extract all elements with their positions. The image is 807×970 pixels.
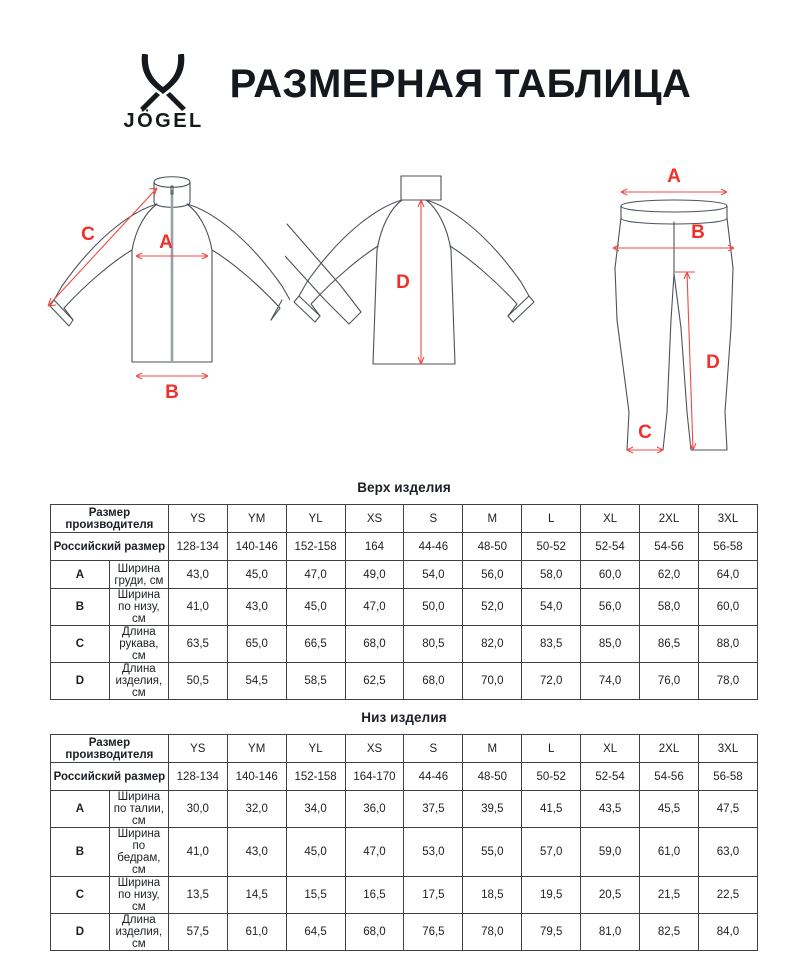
cell-d-ym: 61,0 — [227, 914, 286, 951]
ru-size-xs: 164 — [345, 533, 404, 561]
section-heading-top: Верх изделия — [357, 480, 451, 495]
jacket-front-outline — [50, 177, 290, 362]
dimension-c-front — [48, 188, 157, 306]
ru-size-ys: 128-134 — [168, 763, 227, 791]
table-row — [51, 828, 758, 877]
dimension-label-d: D — [706, 352, 720, 373]
cell-a-3xl: 47,5 — [698, 791, 757, 828]
row-header-manufacturer: Размер производителя — [51, 505, 169, 533]
cell-d-ys: 57,5 — [168, 914, 227, 951]
size-ys: YS — [168, 505, 227, 533]
cell-a-2xl: 45,5 — [640, 791, 699, 828]
cell-d-s: 68,0 — [404, 663, 463, 700]
cell-a-l: 58,0 — [522, 561, 581, 589]
size-l: L — [522, 505, 581, 533]
cell-c-2xl: 86,5 — [640, 626, 699, 663]
cell-d-l: 79,5 — [522, 914, 581, 951]
cell-c-yl: 15,5 — [286, 877, 345, 914]
logo-wordmark: JÖGEL — [123, 110, 204, 132]
row-letter-d: D — [51, 663, 110, 700]
dimension-label-c: C — [81, 224, 95, 245]
cell-a-m: 56,0 — [463, 561, 522, 589]
cell-b-ym: 43,0 — [227, 589, 286, 626]
dimension-label-a: A — [667, 166, 681, 187]
row-header-russian: Российский размер — [51, 763, 169, 791]
row-letter-a: A — [51, 791, 110, 828]
cell-a-ym: 45,0 — [227, 561, 286, 589]
cell-c-yl: 66,5 — [286, 626, 345, 663]
cell-d-3xl: 84,0 — [698, 914, 757, 951]
size-yl: YL — [286, 505, 345, 533]
size-yl: YL — [286, 735, 345, 763]
jogel-wishbone-logo-icon — [134, 52, 192, 112]
ru-size-3xl: 56-58 — [698, 763, 757, 791]
ru-size-2xl: 54-56 — [640, 763, 699, 791]
cell-d-yl: 58,5 — [286, 663, 345, 700]
ru-size-3xl: 56-58 — [698, 533, 757, 561]
size-table-bottom — [50, 734, 758, 951]
cell-d-s: 76,5 — [404, 914, 463, 951]
dimension-c-pants — [627, 422, 663, 453]
cell-c-ys: 13,5 — [168, 877, 227, 914]
table-row — [51, 791, 758, 828]
cell-b-2xl: 61,0 — [640, 828, 699, 877]
cell-d-ym: 54,5 — [227, 663, 286, 700]
cell-b-l: 54,0 — [522, 589, 581, 626]
cell-a-xs: 49,0 — [345, 561, 404, 589]
cell-b-2xl: 58,0 — [640, 589, 699, 626]
brand-logo — [116, 48, 212, 140]
garment-illustrations — [0, 160, 807, 470]
size-ym: YM — [227, 735, 286, 763]
ru-size-yl: 152-158 — [286, 763, 345, 791]
row-measure-d: Длина изделия, см — [109, 914, 168, 951]
cell-c-s: 17,5 — [404, 877, 463, 914]
cell-c-xs: 68,0 — [345, 626, 404, 663]
jacket-front-view — [40, 160, 290, 420]
table-row-manufacturer-size — [51, 735, 758, 763]
cell-b-s: 53,0 — [404, 828, 463, 877]
size-l: L — [522, 735, 581, 763]
cell-c-ys: 63,5 — [168, 626, 227, 663]
dimension-a-pants — [621, 166, 727, 195]
cell-c-xl: 20,5 — [581, 877, 640, 914]
cell-d-2xl: 82,5 — [640, 914, 699, 951]
cell-d-l: 72,0 — [522, 663, 581, 700]
cell-c-3xl: 22,5 — [698, 877, 757, 914]
dimension-label-d: D — [396, 272, 410, 293]
cell-c-m: 82,0 — [463, 626, 522, 663]
dimension-b-front — [136, 373, 208, 403]
cell-b-s: 50,0 — [404, 589, 463, 626]
cell-d-xl: 74,0 — [581, 663, 640, 700]
cell-b-xl: 56,0 — [581, 589, 640, 626]
cell-c-2xl: 21,5 — [640, 877, 699, 914]
table-row — [51, 914, 758, 951]
cell-b-ys: 41,0 — [168, 828, 227, 877]
ru-size-xs: 164-170 — [345, 763, 404, 791]
row-measure-d: Длина изделия, см — [109, 663, 168, 700]
row-letter-c: C — [51, 626, 110, 663]
cell-c-xs: 16,5 — [345, 877, 404, 914]
cell-b-l: 57,0 — [522, 828, 581, 877]
row-letter-b: B — [51, 589, 110, 626]
jacket-back-view — [285, 160, 545, 420]
cell-d-xl: 81,0 — [581, 914, 640, 951]
size-ys: YS — [168, 735, 227, 763]
size-2xl: 2XL — [640, 505, 699, 533]
cell-a-xs: 36,0 — [345, 791, 404, 828]
cell-d-ys: 50,5 — [168, 663, 227, 700]
page-header — [0, 48, 807, 140]
cell-c-ym: 14,5 — [227, 877, 286, 914]
ru-size-m: 48-50 — [463, 763, 522, 791]
cell-b-yl: 45,0 — [286, 589, 345, 626]
cell-a-ym: 32,0 — [227, 791, 286, 828]
ru-size-xl: 52-54 — [581, 763, 640, 791]
cell-b-ys: 41,0 — [168, 589, 227, 626]
cell-d-2xl: 76,0 — [640, 663, 699, 700]
cell-c-xl: 85,0 — [581, 626, 640, 663]
table-row — [51, 663, 758, 700]
cell-c-ym: 65,0 — [227, 626, 286, 663]
size-3xl: 3XL — [698, 505, 757, 533]
cell-b-xs: 47,0 — [345, 589, 404, 626]
ru-size-m: 48-50 — [463, 533, 522, 561]
cell-a-ys: 43,0 — [168, 561, 227, 589]
ru-size-ys: 128-134 — [168, 533, 227, 561]
size-table-top — [50, 504, 758, 700]
row-letter-c: C — [51, 877, 110, 914]
cell-c-s: 80,5 — [404, 626, 463, 663]
section-heading-bottom: Низ изделия — [361, 710, 447, 725]
ru-size-l: 50-52 — [522, 763, 581, 791]
cell-b-xl: 59,0 — [581, 828, 640, 877]
cell-b-xs: 47,0 — [345, 828, 404, 877]
ru-size-yl: 152-158 — [286, 533, 345, 561]
size-m: M — [463, 735, 522, 763]
ru-size-xl: 52-54 — [581, 533, 640, 561]
cell-a-m: 39,5 — [463, 791, 522, 828]
size-s: S — [404, 735, 463, 763]
cell-c-m: 18,5 — [463, 877, 522, 914]
size-m: M — [463, 505, 522, 533]
cell-d-yl: 64,5 — [286, 914, 345, 951]
row-measure-c: Длина рукава, см — [109, 626, 168, 663]
cell-b-yl: 45,0 — [286, 828, 345, 877]
ru-size-2xl: 54-56 — [640, 533, 699, 561]
cell-a-l: 41,5 — [522, 791, 581, 828]
cell-d-m: 70,0 — [463, 663, 522, 700]
size-xs: XS — [345, 505, 404, 533]
pants-outline — [615, 200, 733, 450]
dimension-label-c: C — [638, 422, 652, 443]
ru-size-ym: 140-146 — [227, 533, 286, 561]
row-letter-b: B — [51, 828, 110, 877]
row-measure-a: Ширина по талии, см — [109, 791, 168, 828]
size-ym: YM — [227, 505, 286, 533]
table-row-russian-size — [51, 763, 758, 791]
section-top-garment — [50, 480, 758, 700]
dimension-label-b: B — [691, 222, 705, 243]
section-bottom-garment — [50, 710, 758, 951]
dimension-label-a: A — [159, 232, 173, 253]
dimension-d-pants — [675, 272, 720, 450]
table-row-manufacturer-size — [51, 505, 758, 533]
cell-a-ys: 30,0 — [168, 791, 227, 828]
page-title: РАЗМЕРНАЯ ТАБЛИЦА — [229, 62, 692, 106]
row-letter-a: A — [51, 561, 110, 589]
size-xl: XL — [581, 735, 640, 763]
cell-b-m: 52,0 — [463, 589, 522, 626]
table-row — [51, 561, 758, 589]
cell-d-3xl: 78,0 — [698, 663, 757, 700]
cell-d-m: 78,0 — [463, 914, 522, 951]
jacket-back-outline — [285, 176, 534, 364]
cell-a-3xl: 64,0 — [698, 561, 757, 589]
dimension-label-b: B — [165, 382, 179, 403]
ru-size-s: 44-46 — [404, 763, 463, 791]
size-xl: XL — [581, 505, 640, 533]
cell-a-yl: 34,0 — [286, 791, 345, 828]
row-measure-c: Ширина по низу, см — [109, 877, 168, 914]
row-header-manufacturer: Размер производителя — [51, 735, 169, 763]
cell-c-l: 83,5 — [522, 626, 581, 663]
ru-size-ym: 140-146 — [227, 763, 286, 791]
table-row — [51, 589, 758, 626]
pants-front-view — [595, 160, 780, 460]
ru-size-s: 44-46 — [404, 533, 463, 561]
cell-d-xs: 68,0 — [345, 914, 404, 951]
row-measure-b: Ширина по бедрам, см — [109, 828, 168, 877]
cell-a-yl: 47,0 — [286, 561, 345, 589]
cell-a-xl: 43,5 — [581, 791, 640, 828]
cell-c-3xl: 88,0 — [698, 626, 757, 663]
size-xs: XS — [345, 735, 404, 763]
table-row — [51, 626, 758, 663]
size-3xl: 3XL — [698, 735, 757, 763]
cell-c-l: 19,5 — [522, 877, 581, 914]
table-row — [51, 877, 758, 914]
row-measure-b: Ширина по низу, см — [109, 589, 168, 626]
cell-b-3xl: 63,0 — [698, 828, 757, 877]
row-measure-a: Ширина груди, см — [109, 561, 168, 589]
cell-a-2xl: 62,0 — [640, 561, 699, 589]
cell-b-m: 55,0 — [463, 828, 522, 877]
cell-b-3xl: 60,0 — [698, 589, 757, 626]
table-row-russian-size — [51, 533, 758, 561]
cell-a-s: 54,0 — [404, 561, 463, 589]
row-letter-d: D — [51, 914, 110, 951]
cell-d-xs: 62,5 — [345, 663, 404, 700]
cell-a-s: 37,5 — [404, 791, 463, 828]
size-s: S — [404, 505, 463, 533]
dimension-d-back — [396, 200, 424, 364]
size-2xl: 2XL — [640, 735, 699, 763]
cell-b-ym: 43,0 — [227, 828, 286, 877]
row-header-russian: Российский размер — [51, 533, 169, 561]
ru-size-l: 50-52 — [522, 533, 581, 561]
cell-a-xl: 60,0 — [581, 561, 640, 589]
